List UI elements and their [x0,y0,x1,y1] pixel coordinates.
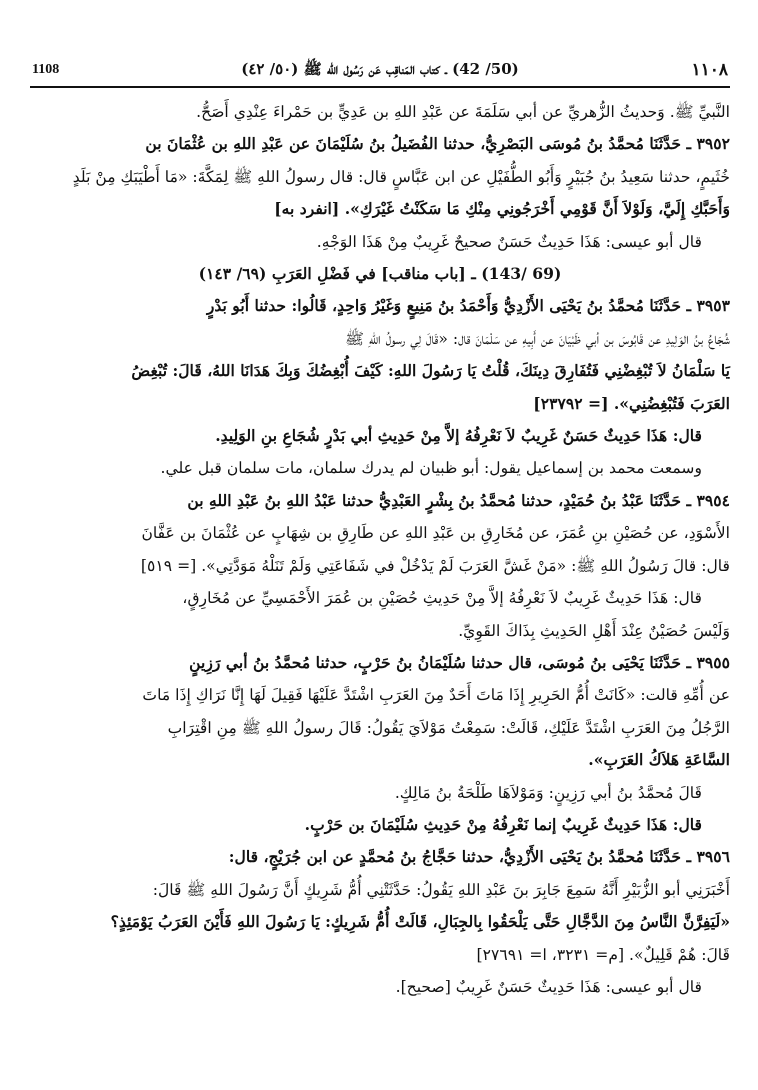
hadith-3954-line: ٣٩٥٤ ـ حَدَّثَنَا عَبْدُ بنُ حُمَيْدٍ، حدثنا مُحمَّدُ بنُ بِشْرٍ العَبْدِيُّ حدثنا عَبْدُ اللهِ بنُ عَبْدِ اللهِ بن [187,490,730,510]
page-number-arabic: ١١٠٨ [691,60,728,80]
text-line: قال أبو عيسى: هَذَا حَدِيثٌ حَسَنٌ صحيحٌ غَرِيبٌ مِنْ هَذَا الوَجْهِ. [316,232,702,251]
text-line: وسمعت محمد بن إسماعيل يقول: أبو ظبيان لم يدرك سلمان، مات سلمان قبل علي. [160,459,702,478]
text-line: عن أُمِّهِ قالت: «كَانَتْ أُمُّ الحَرِيرِ إِذَا مَاتَ أَحَدٌ مِنَ العَرَبِ اشْتَدَّ عَلَيْهَا فَقِيلَ لَهَا إِنَّا نَرَاكِ إِذَا مَاتَ [142,686,730,705]
text-line: قال: هَذَا حَدِيثٌ حَسَنٌ غَرِيبٌ لاَ نَعْرِفُهُ إلاَّ مِنْ حَدِيثِ أبي بَدْرٍ شُجَاعِ بنِ الوَلِيدِ. [215,426,702,446]
text-line: الأَسْوَدِ، عن حُصَيْنِ بنِ عُمَرَ، عن مُخَارِقِ بن عَبْدِ اللهِ عن طَارِقِ بن شِهَابٍ عن عُثْمَانَ بن عَفَّانَ [141,524,730,543]
text-line: قال: هَذَا حَدِيثٌ غَرِيبٌ لاَ نَعْرِفُهُ إلاَّ مِنْ حَدِيثِ حُصَيْنِ بن عُمَرَ الأَحْمَسِيِّ عن مُخَارِقٍ، [182,589,702,608]
text-line: قَالَ: هُمْ قَلِيلٌ». [م= ٣٢٣١، ا= ٢٧٦٩١] [476,945,730,964]
text-line: قَالَ مُحمَّدُ بنُ أبي رَزِينٍ: وَمَوْلاَهَا طَلْحَةُ بنُ مَالِكٍ. [394,783,702,802]
text-line: قال: هَذَا حَدِيثٌ غَرِيبٌ إنما نَعْرِفُهُ مِنْ حَدِيثِ سُلَيْمَانَ بن حَرْبٍ. [304,814,702,834]
text-line: «لَيَفِرَّنَّ النَّاسُ مِنَ الدَّجَّالِ حَتَّى يَلْحَقُوا بِالجِبَالِ، قَالَتْ أُمُّ شَرِيكٍ: يَا رَسُولَ اللهِ فَأَيْنَ العَرَبُ يَوْمَئِذٍ؟ [110,912,730,932]
chapter-heading: (69 /143) ـ [باب مناقب] في فَضْلِ العَرَبِ (٦٩/ ١٤٣) [198,264,562,284]
text-line: قال: قالَ رَسُولُ اللهِ ﷺ: «مَنْ غَشَّ العَرَبَ لَمْ يَدْخُلْ في شَفَاعَتِي وَلَمْ تَنَلْهُ مَوَدَّتِي». [= ٥١٩] [140,556,730,575]
page-body [30,96,730,1003]
text-line: النَّبيِّ ﷺ. وَحديثُ الزُّهريِّ عن أبي سَلَمَةَ عن عَبْدِ اللهِ بن عَدِيٍّ بن حَمْراءَ عِنْدِي أَصَحُّ. [196,103,730,121]
hadith-3955-line: ٣٩٥٥ ـ حَدَّثَنَا يَحْيَى بنُ مُوسَى، قال حدثنا سُلَيْمَانُ بنُ حَرْبٍ، حدثنا مُحمَّدُ بنُ أبي رَزِينٍ [189,652,730,672]
text-line: الرَّجُلُ مِنَ العَرَبِ اشْتَدَّ عَلَيْكِ، قَالَتْ: سَمِعْتُ مَوْلاَيَ يَقُولُ: قَالَ رسولُ اللهِ ﷺ مِنِ اقْتِرَابِ [167,718,730,737]
text-line: شُجَاعُ بنُ الوَلِيدِ عن قَابُوسَ بن أبي ظَبْيَانَ عن أَبِيهِ عن سَلْمَانَ قال: «قَالَ لِي رسولُ اللهِ ﷺ [345,329,730,348]
text-line: وَلَيْسَ حُصَيْنٌ عِنْدَ أَهْلِ الحَدِيثِ بِذَاكَ القَوِيِّ. [458,621,730,640]
text-line: خُثَيمٍ، حدثنا سَعِيدُ بنُ جُبَيْرٍ وَأَبُو الطُّفَيْلِ عن ابن عَبَّاسٍ قال: قال رسولُ اللهِ ﷺ لِمَكَّةَ: «مَا أَطْيَبَكِ مِنْ بَلَدٍ [72,167,730,186]
text-line: وَأَحَبَّكِ إِلَيَّ، وَلَوْلاَ أَنَّ قَوْمِي أَخْرَجُونِي مِنْكِ مَا سَكَنْتُ غَيْرَكِ». [انفرد به] [274,199,730,219]
hadith-3953-line: ٣٩٥٣ ـ حَدَّثَنَا مُحمَّدُ بنُ يَحْيَى الأَزْدِيُّ وَأَحْمَدُ بنُ مَنِيعٍ وَغَيْرُ وَاحِدٍ، قَالُوا: حدثنا أَبُو بَدْرٍ [206,296,730,316]
running-title: (50/ 42) ـ كتاب المَناقِب عَن رَسُول الله ﷺ (٥٠/ ٤٢) [241,60,519,78]
text-line: قال أبو عيسى: هَذَا حَدِيثٌ حَسَنٌ غَرِيبٌ [صحيح]. [395,977,702,996]
hadith-3952-line: ٣٩٥٢ ـ حَدَّثَنَا مُحمَّدُ بنُ مُوسَى البَصْرِيُّ، حدثنا الفُضَيلُ بنُ سُلَيْمَانَ عن عَبْدِ اللهِ بن عُثْمَانَ بن [145,134,730,154]
text-line: يَا سَلْمَانُ لاَ تُبْغِضْنِي فَتُفَارِقَ دِينَكَ، قُلْتُ يَا رَسُولَ اللهِ: كَيْفَ أُبْغِضُكَ وَبِكَ هَدَانَا اللهُ، قَالَ: تُبْغِضُ [131,361,730,381]
text-line: السَّاعَةِ هَلاَكُ العَرَبِ». [588,750,730,770]
text-line: أَخْبَرَنِي أبو الزُّبَيْرِ أَنَّهُ سَمِعَ جَابِرَ بنَ عَبْدِ اللهِ يَقُولُ: حَدَّثَتْنِي أُمُّ شَرِيكٍ أَنَّ رَسُولَ اللهِ ﷺ قَالَ: [152,880,730,899]
hadith-3956-line: ٣٩٥٦ ـ حَدَّثَنَا مُحمَّدُ بنُ يَحْيَى الأَزْدِيُّ، حدثنا حَجَّاجُ بنُ مُحمَّدٍ عن ابن جُرَيْجٍ، قال: [228,847,730,867]
running-header [30,56,730,88]
text-line: العَرَبَ فَتُبْغِضُنِي». [= ٢٣٧٩٢] [533,393,730,413]
page-number-latin: 1108 [32,62,60,77]
